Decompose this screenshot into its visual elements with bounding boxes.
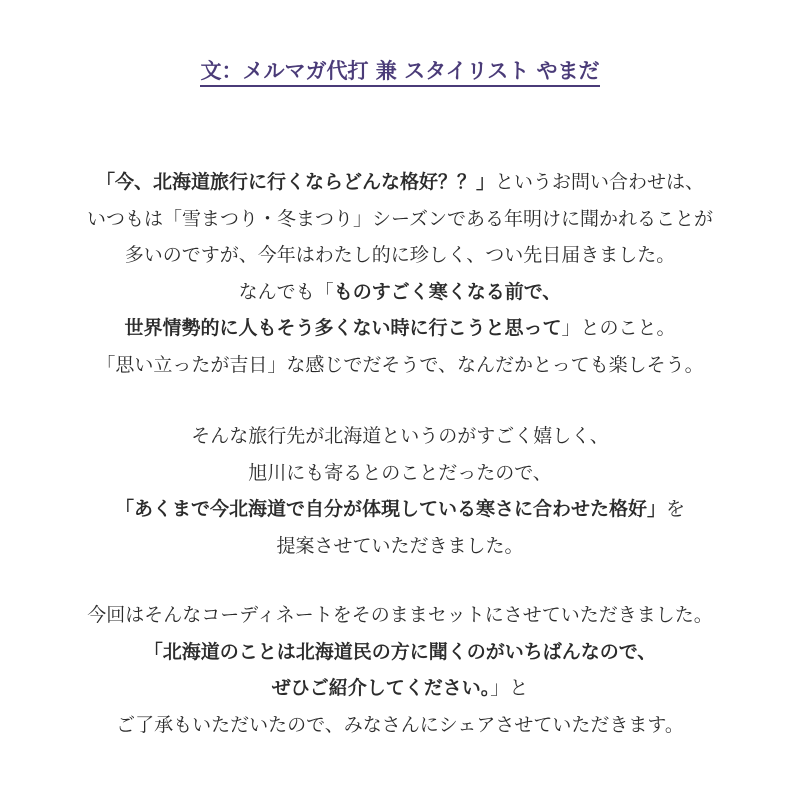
paragraph-line	[0, 418, 800, 455]
paragraph-line	[0, 310, 800, 347]
body-text: ご了承もいただいたので、みなさんにシェアさせていただきます。	[116, 713, 684, 736]
emphasis-text: 「あくまで今北海道で自分が体現している寒さに合わせた格好」	[114, 498, 666, 520]
paragraph-1	[0, 164, 800, 383]
body-text: 多いのですが、今年はわたし的に珍しく、つい先日届きました。	[124, 244, 676, 266]
body-text: 提案させていただきました。	[276, 534, 524, 557]
paragraph-line	[0, 634, 800, 671]
body-text: 」とのこと。	[561, 317, 676, 339]
paragraph-line	[0, 670, 800, 707]
body-text: 「思い立ったが吉日」な感じでだそうで、なんだかとっても楽しそう。	[96, 353, 704, 376]
paragraph-line	[0, 597, 800, 634]
emphasis-text: 「今、北海道旅行に行くならどんな格好？？」	[95, 171, 495, 193]
body-text: なんでも「	[238, 280, 334, 303]
emphasis-text: ものすごく寒くなる前で、	[333, 280, 562, 303]
paragraph-line	[0, 164, 800, 201]
paragraph-line	[0, 237, 800, 274]
body-text: 」と	[490, 677, 529, 699]
emphasis-text: 「北海道のことは北海道民の方に聞くのがいちばんなので、	[143, 640, 657, 663]
body-text: を	[666, 498, 686, 520]
paragraph-3	[0, 597, 800, 743]
body-text: 今回はそんなコーディネートをそのままセットにさせていただきました。	[87, 604, 713, 626]
body-text: 旭川にも寄るとのことだったので、	[248, 461, 552, 484]
byline-text: 文：メルマガ代打 兼 スタイリスト やまだ	[200, 59, 599, 87]
emphasis-text: ぜひご紹介してください。	[271, 677, 491, 699]
byline	[0, 56, 800, 86]
paragraph-line	[0, 528, 800, 565]
emphasis-text: 世界情勢的に人もそう多くない時に行こうと思って	[124, 317, 562, 339]
body-text: そんな旅行先が北海道というのがすごく嬉しく、	[191, 425, 609, 447]
paragraph-line	[0, 707, 800, 744]
paragraph-line	[0, 201, 800, 238]
paragraph-line	[0, 491, 800, 528]
paragraph-line	[0, 455, 800, 492]
body-text: いつもは「雪まつり・冬まつり」シーズンである年明けに聞かれることが	[86, 207, 714, 230]
paragraph-line	[0, 274, 800, 311]
body-text: というお問い合わせは、	[495, 171, 705, 193]
paragraph-line	[0, 347, 800, 384]
paragraph-2	[0, 418, 800, 564]
